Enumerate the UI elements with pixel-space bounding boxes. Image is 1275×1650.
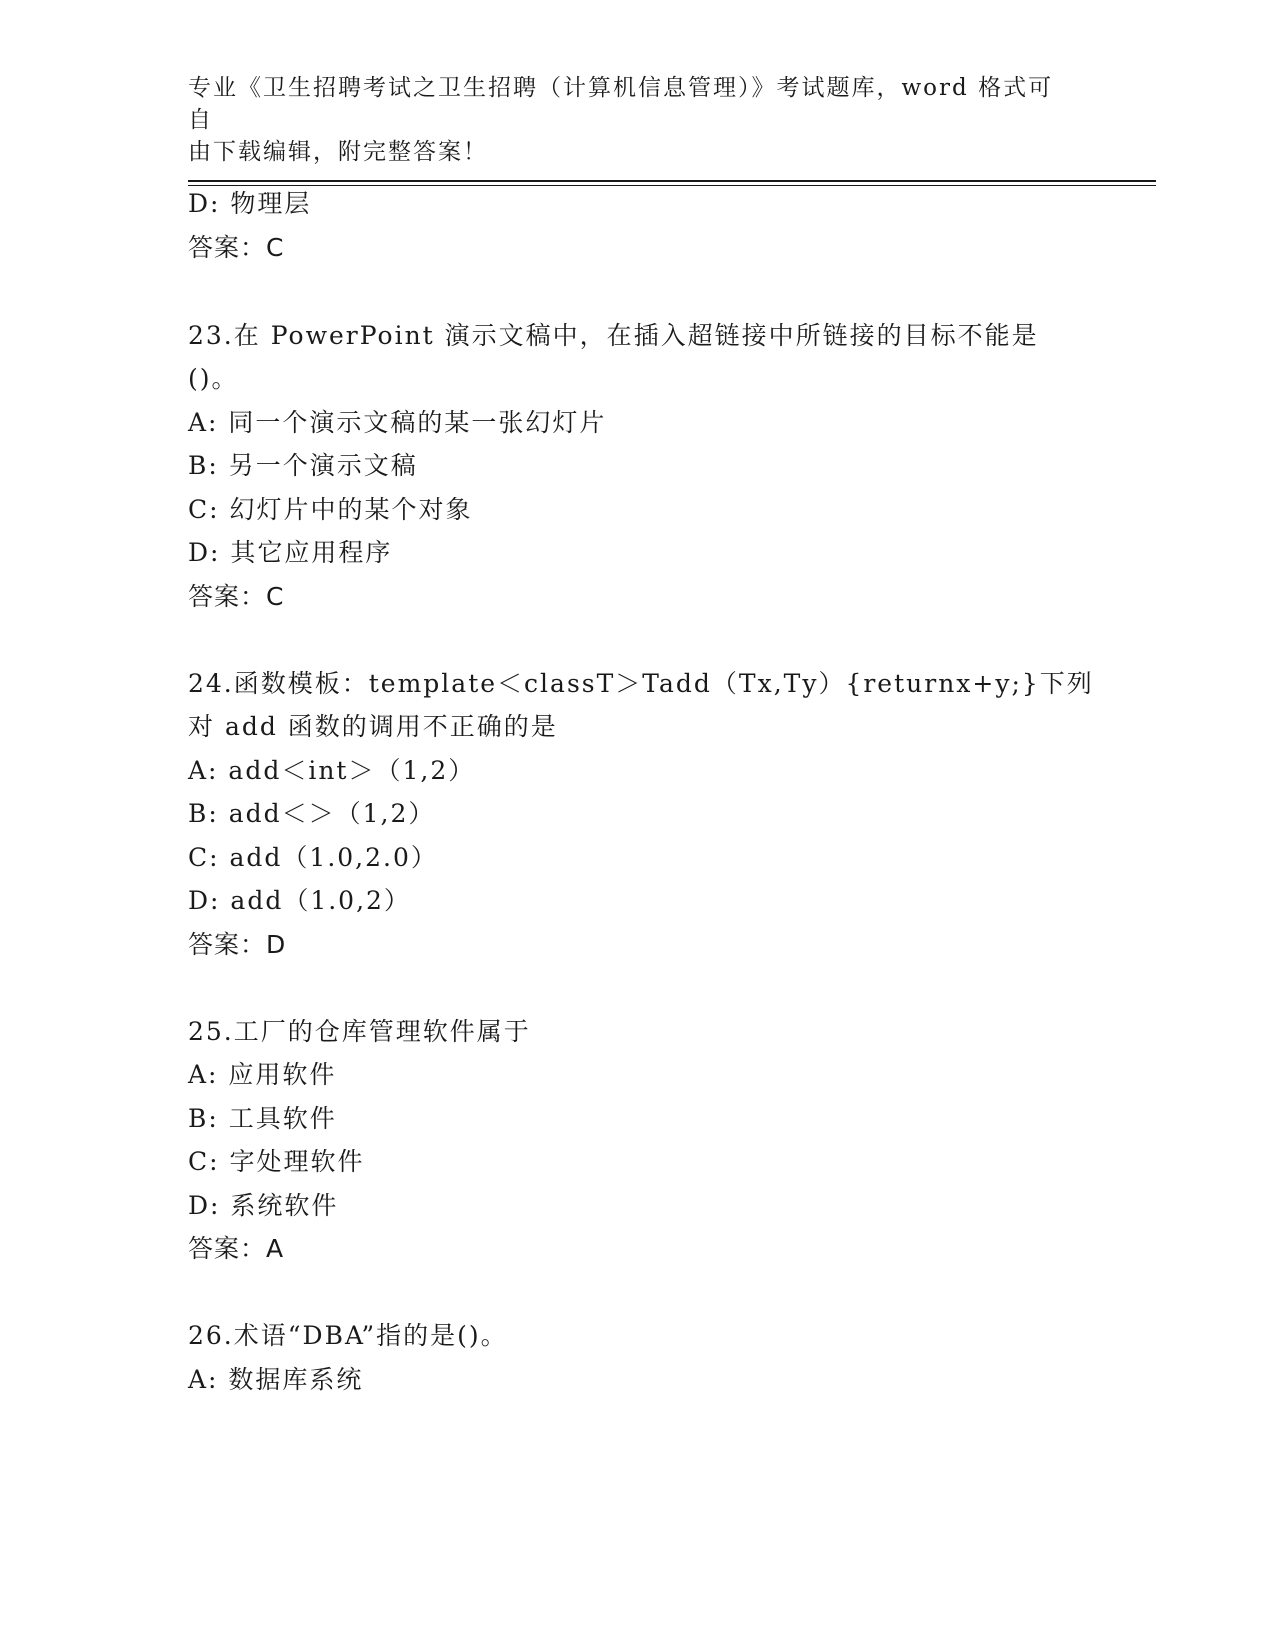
q25-stem-line-1: 25.工厂的仓库管理软件属于 [188,1017,531,1046]
q23-stem-line-1: 23.在 PowerPoint 演示文稿中，在插入超链接中所链接的目标不能是 [188,321,1039,350]
q25-answer: 答案：A [188,1234,285,1263]
document-header [188,72,1068,168]
q24-stem-line-1: 24.函数模板：template＜classT＞Tadd（Tx,Ty）{returnx+y;}下列 [188,669,1094,698]
q26-stem-line-1: 26.术语“DBA”指的是()。 [188,1321,508,1350]
q23-stem-line-2: ()。 [188,364,239,393]
q23-option-b: B: 另一个演示文稿 [188,451,418,480]
q24-option-c: C: add（1.0,2.0） [188,843,438,872]
q26-option-a: A: 数据库系统 [188,1365,364,1394]
q25-option-a: A: 应用软件 [188,1060,337,1089]
header-divider [188,180,1156,186]
q25-option-b: B: 工具软件 [188,1104,337,1133]
q23-option-a: A: 同一个演示文稿的某一张幻灯片 [188,408,607,437]
q24-option-b: B: add＜＞（1,2） [188,799,436,828]
prev-option-d: D: 物理层 [188,189,312,218]
q24-stem-line-2: 对 add 函数的调用不正确的是 [188,712,558,741]
header-line-2: 由下载编辑，附完整答案！ [188,139,488,165]
q24-option-a: A: add＜int＞（1,2） [188,756,476,785]
q23-answer: 答案：C [188,582,285,611]
q24-answer: 答案：D [188,930,287,959]
q25-option-c: C: 字处理软件 [188,1147,365,1176]
q24-option-d: D: add（1.0,2） [188,886,411,915]
header-line-1: 专业《卫生招聘考试之卫生招聘（计算机信息管理）》考试题库，word 格式可自 [188,75,1054,133]
q23-option-d: D: 其它应用程序 [188,538,393,567]
prev-answer: 答案：C [188,233,285,262]
q23-option-c: C: 幻灯片中的某个对象 [188,495,473,524]
q25-option-d: D: 系统软件 [188,1191,339,1220]
